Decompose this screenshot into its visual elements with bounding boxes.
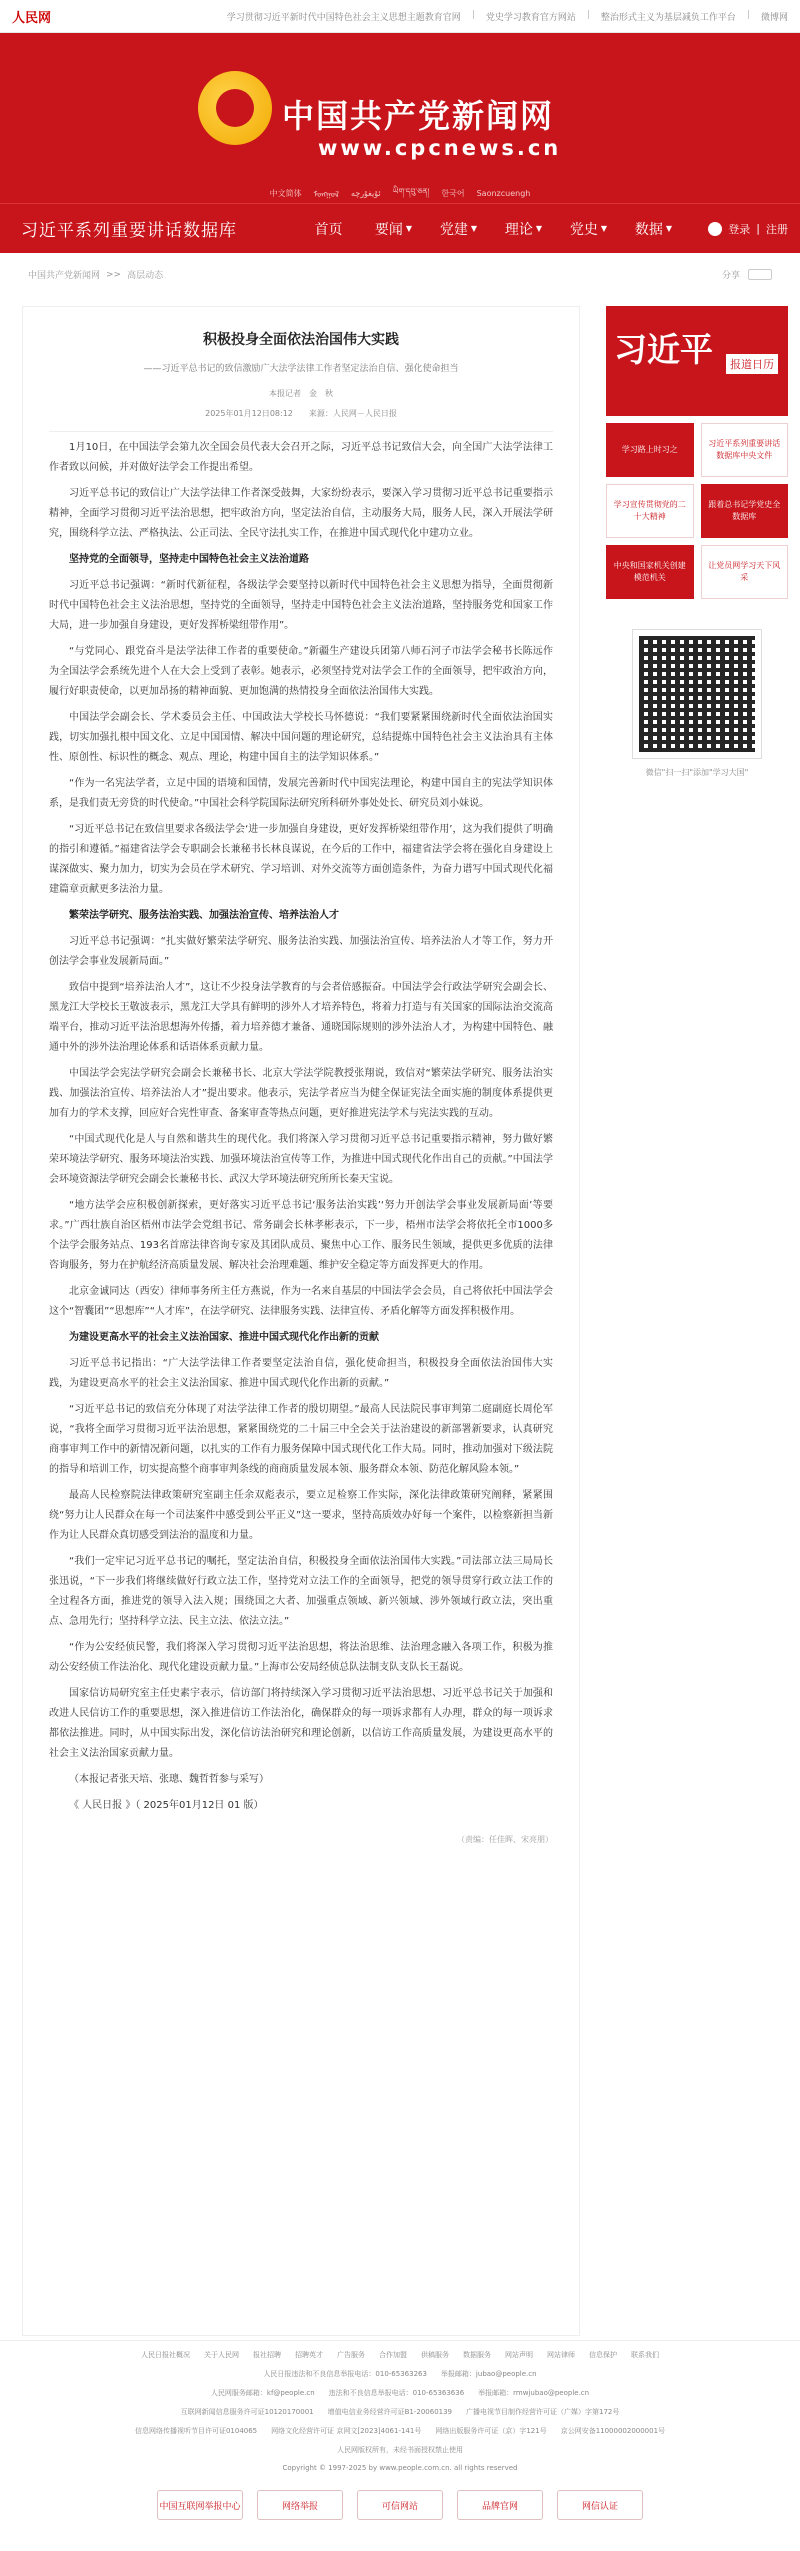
footer-link[interactable]: 信息保护 (589, 2351, 617, 2359)
sidebar-tiles (606, 423, 788, 599)
footer-badge[interactable]: 中国互联网举报中心 (157, 2490, 243, 2520)
sidebar-tile[interactable]: 习近平系列重要讲话数据库中央文件 (701, 423, 789, 477)
nav-item[interactable] (426, 219, 491, 239)
footer-link[interactable]: 人民日报社概况 (141, 2351, 190, 2359)
nav-item[interactable] (491, 219, 556, 239)
share-label: 分享 (721, 271, 740, 281)
article-paragraph: 北京金诚同达（西安）律师事务所主任方燕说，作为一名来自基层的中国法学会会员，自己将依托中国法学会这个“智囊团”“思想库”“人才库”，在法学研究、法律服务实践、法律宣传、矛盾化解等方面发挥积极作用。 (49, 1286, 553, 1317)
article-editor: （责编：任佳晖、宋亮朋） (457, 1835, 553, 1844)
footer-link[interactable]: 报社招聘 (253, 2351, 281, 2359)
nav-item[interactable] (361, 219, 426, 239)
footer-link[interactable]: 关于人民网 (204, 2351, 239, 2359)
footer-line: 互联网新闻信息服务许可证10120170001 增值电信业务经营许可证B1-20060139 广播电视节目制作经营许可证（广媒）字第172号 (180, 2408, 620, 2416)
top-link[interactable]: 学习贯彻习近平新时代中国特色社会主义思想主题教育官网 (226, 12, 461, 23)
sidebar (606, 306, 788, 778)
chevron-down-icon: ▼ (405, 224, 413, 233)
footer-badge[interactable]: 网信认证 (557, 2490, 643, 2520)
chevron-down-icon: ▼ (600, 224, 608, 233)
nav-item-label: 数据 (634, 221, 663, 238)
footer-badges (0, 2490, 800, 2520)
sidebar-tile[interactable]: 跟着总书记学党史全数据库 (701, 484, 789, 538)
top-link-divider: | (471, 9, 475, 20)
article-paragraph: “地方法学会应积极创新探索，更好落实习近平总书记‘服务法治实践’‘努力开创法学会事业发展新局面’等要求。”广西壮族自治区梧州市法学会党组书记、常务副会长林孝彬表示，下一步，梧州市法学会将依托全市1000多个法学会服务站点、193名首席法律咨询专家及其团队成员、聚焦中心工作、服务民生领域，提供更多优质的法律咨询服务，努力在护航经济高质量发展、解决社会治理难题、维护安全稳定等方面发挥更大的作用。 (49, 1200, 553, 1271)
article-paragraph: “中国式现代化是人与自然和谐共生的现代化。我们将深入学习贯彻习近平总书记重要指示精神，努力做好繁荣环境法学研究、服务环境法治实践、加强环境法治宣传等工作，为推进中国式现代化作出自己的贡献。”中国法学会环境资源法学研究会副会长兼秘书长、武汉大学环境法研究所所长秦天宝说。 (49, 1134, 553, 1185)
article-paragraph: “作为一名宪法学者，立足中国的语境和国情，发展完善新时代中国宪法理论，构建中国自主的宪法学知识体系，是我们责无旁贷的时代使命。”中国社会科学院国际法研究所科研外事处处长、研究员刘小妹说。 (49, 778, 553, 809)
article-title: 积极投身全面依法治国伟大实践 (203, 332, 399, 348)
section-title[interactable]: 习近平系列重要讲话数据库 (21, 221, 237, 241)
article-paragraph: 《 人民日报 》（ 2025年01月12日 01 版） (69, 1800, 264, 1811)
footer-line: Copyright © 1997-2025 by www.people.com.cn. all rights reserved (282, 2464, 518, 2472)
footer-badge[interactable]: 可信网站 (357, 2490, 443, 2520)
footer-line: 信息网络传播视听节目许可证0104065 网络文化经营许可证 京网文[2023]4061-141号 网络出版服务许可证（京）字121号 京公网安备11000002000001号 (134, 2427, 666, 2435)
sidebar-tile[interactable]: 学习宣传贯彻党的二十大精神 (606, 484, 694, 538)
user-icon (708, 222, 722, 236)
article-paragraph: “习近平总书记在致信里要求各级法学会‘进一步加强自身建设，更好发挥桥梁纽带作用’，这为我们提供了明确的指引和遵循。”福建省法学会专职副会长兼秘书长林良谋说，在今后的工作中，福建省法学会将在强化自身建设上谋深做实、聚力加力，切实为会员在学术研究、学习培训、对外交流等方面创造条件，为奋力谱写中国式现代化福建篇章贡献更多法治力量。 (49, 824, 553, 895)
chevron-down-icon: ▼ (535, 224, 543, 233)
article-paragraph: 中国法学会宪法学研究会副会长兼秘书长、北京大学法学院教授张翔说，致信对“繁荣法学研究、服务法治实践、加强法治宣传、培养法治人才”提出要求。他表示，宪法学者应当为健全保证宪法全面实施的制度体系提供更加有力的学术支撑，回应好合宪性审查、备案审查等热点问题，更好推进宪法学术与宪法实践的互动。 (49, 1068, 553, 1119)
article-paragraph: 习近平总书记强调：“新时代新征程，各级法学会要坚持以新时代中国特色社会主义思想为指导，全面贯彻新时代中国特色社会主义法治思想，坚持党的全面领导，坚持走中国特色社会主义法治道路，坚持服务党和国家工作大局，进一步加强自身建设，更好发挥桥梁纽带作用”。 (49, 580, 553, 631)
share-area (722, 268, 772, 281)
nav-item-label: 理论 (504, 221, 533, 238)
footer-link[interactable]: 供稿服务 (421, 2351, 449, 2359)
article-byline: 本报记者 金 秋 (269, 389, 333, 398)
top-link[interactable]: 整治形式主义为基层减负工作平台 (600, 12, 736, 23)
article-paragraph: 习近平总书记强调：“扎实做好繁荣法学研究、服务法治实践、加强法治宣传、培养法治人才等工作，努力开创法学会事业发展新局面。” (49, 936, 553, 967)
article-paragraph: 中国法学会副会长、学术委员会主任、中国政法大学校长马怀德说：“我们要紧紧围绕新时代全面依法治国实践，切实加强扎根中国文化、立足中国国情、解决中国问题的理论研究，总结提炼中国特色社会主义法治具有主体性、原创性、标识性的概念、观点、理论，构建中国自主的法学知识体系。” (49, 712, 553, 763)
article-paragraph: 最高人民检察院法律政策研究室副主任余双彪表示，要立足检察工作实际，深化法律政策研究阐释，紧紧围绕“努力让人民群众在每一个司法案件中感受到公平正义”这一要求，坚持高质效办好每一个案件，以检察新担当新作为让人民群众真切感受到法治的温度和力量。 (49, 1490, 553, 1541)
calendar-banner[interactable] (606, 306, 788, 416)
article-paragraph: “习近平总书记的致信充分体现了对法学法律工作者的殷切期望。”最高人民法院民事审判第二庭副庭长周伦军说，“我将全面学习贯彻习近平法治思想，紧紧围绕党的二十届三中全会关于法治建设的新部署新要求，认真研究商事审判工作中的新情况新问题，以扎实的工作有力服务保障中国式现代化工作大局。同时，推动加强对下级法院的指导和培训工作，切实提高整个商事审判条线的商商质量发展本领、服务群众本领、防范化解风险本领。” (49, 1404, 553, 1475)
footer-link[interactable]: 联系我们 (631, 2351, 659, 2359)
footer-link[interactable]: 合作加盟 (379, 2351, 407, 2359)
register-link[interactable]: 注册 (766, 222, 788, 236)
qr-code (632, 629, 762, 759)
article-paragraph: 国家信访局研究室主任史素宇表示，信访部门将持续深入学习贯彻习近平法治思想、习近平总书记关于加强和改进人民信访工作的重要思想，深入推进信访工作法治化，确保群众的每一项诉求都有人办理，群众的每一项诉求都依法推进。同时，从中国实际出发，深化信访法治研究和理论创新，以信访工作高质量发展，为建设更高水平的社会主义法治国家贡献力量。 (49, 1688, 553, 1759)
footer-line: 人民日报违法和不良信息举报电话：010-65363263 举报邮箱：jubao@people.cn (263, 2370, 537, 2378)
banner-title: 习近平 (614, 330, 713, 369)
top-link[interactable]: 微博网 (760, 12, 788, 23)
footer-links (0, 2350, 800, 2360)
site-brand[interactable]: 中国共产党新闻网 (282, 97, 555, 135)
sidebar-tile[interactable]: 中央和国家机关创建模范机关 (606, 545, 694, 599)
article-paragraph: 习近平总书记的致信让广大法学法律工作者深受鼓舞，大家纷纷表示，要深入学习贯彻习近平总书记重要指示精神，全面学习贯彻习近平法治思想，把牢政治方向，坚定法治自信，主动服务大局，服务人民，深入开展法学研究，围绕科学立法、严格执法、公正司法、全民守法扎实工作，在推进中国式现代化中建功立业。 (49, 488, 553, 539)
qr-caption: 微信"扫一扫"添加"学习大国" (645, 768, 749, 777)
footer-link[interactable]: 网站律师 (547, 2351, 575, 2359)
footer-info (0, 2369, 800, 2472)
article-meta: 2025年01月12日08:12 来源：人民网－人民日报 (49, 408, 553, 432)
sidebar-tile[interactable]: 学习路上时习之 (606, 423, 694, 477)
language-link[interactable]: 한국어 (441, 188, 465, 198)
article (22, 306, 580, 2336)
nav-item[interactable] (296, 219, 361, 239)
article-paragraph: 习近平总书记指出：“广大法学法律工作者要坚定法治自信，强化使命担当，积极投身全面依法治国伟大实践，为建设更高水平的社会主义法治国家、推进中国式现代化作出新的贡献。” (49, 1358, 553, 1389)
footer-link[interactable]: 招聘英才 (295, 2351, 323, 2359)
article-paragraph: 致信中提到“培养法治人才”，这让不少投身法学教育的与会者倍感振奋。中国法学会行政法学研究会副会长、黑龙江大学校长王敬波表示，黑龙江大学具有鲜明的涉外人才培养特色，将着力打造与有关国家的国际法治交流高端平台，推动习近平法治思想海外传播，着力培养德才兼备、通晓国际规则的涉外法治人才，为构建中国特色、融通中外的涉外法治理论体系和话语体系贡献力量。 (49, 982, 553, 1053)
top-link-divider: | (586, 9, 590, 20)
top-link-divider: | (746, 9, 750, 20)
top-links (227, 10, 788, 23)
article-paragraph: （本报记者张天培、张璁、魏哲哲参与采写） (69, 1774, 269, 1785)
language-bar (0, 183, 800, 203)
footer-link[interactable]: 网站声明 (505, 2351, 533, 2359)
login-link[interactable]: 登录 (728, 222, 751, 236)
breadcrumb-current[interactable]: 高层动态 (127, 271, 164, 281)
chevron-down-icon: ▼ (665, 224, 673, 233)
people-logo[interactable]: 人民网 (12, 10, 52, 26)
nav-item-label: 要闻 (374, 221, 403, 238)
article-subtitle: ——习近平总书记的致信激励广大法学法律工作者坚定法治自信、强化使命担当 (143, 364, 459, 374)
main-nav (0, 203, 800, 253)
footer (0, 2340, 800, 2551)
footer-line: 人民网服务邮箱：kf@people.cn 违法和不良信息举报电话：010-65363636 举报邮箱：rmwjubao@people.cn (210, 2389, 590, 2397)
section-heading: 为建设更高水平的社会主义法治国家、推进中国式现代化作出新的贡献 (69, 1332, 379, 1343)
nav-item[interactable] (621, 219, 686, 239)
language-link[interactable]: ཡིག་དབུ་ཅན། (392, 186, 430, 196)
nav-items (296, 219, 686, 239)
article-paragraph: “与党同心、跟党奋斗是法学法律工作者的重要使命。”新疆生产建设兵团第八师石河子市法学会秘书长陈远作为全国法学会系统先进个人在大会上受到了表彰。她表示，必须坚持党对法学会工作的全面领导，把牢政治方向，履行好职责使命，以更加昂扬的精神面貌、更加饱满的热情投身全面依法治国伟大实践。 (49, 646, 553, 697)
top-link[interactable]: 党史学习教育官方网站 (485, 12, 576, 23)
breadcrumb (0, 253, 800, 296)
article-paragraph: “我们一定牢记习近平总书记的嘱托，坚定法治自信，积极投身全面依法治国伟大实践。”司法部立法三局局长张迅说，“下一步我们将继续做好行政立法工作，坚持党对立法工作的全面领导，把党的领导贯穿行政立法工作的全过程各方面，推进党的领导入法入规；围绕国之大者、加强重点领域、新兴领域、涉外领域行政立法，突出重点、急用先行；坚持科学立法、民主立法、依法立法。” (49, 1556, 553, 1627)
footer-badge[interactable]: 品牌官网 (457, 2490, 543, 2520)
party-emblem-icon (198, 71, 272, 145)
breadcrumb-separator: >> (106, 269, 122, 280)
top-bar (0, 0, 800, 33)
sidebar-tile[interactable]: 让党员网学习天下风采 (701, 545, 789, 599)
section-heading: 繁荣法学研究、服务法治实践、加强法治宣传、培养法治人才 (69, 910, 339, 921)
user-area: 登录 | 注册 (708, 221, 788, 237)
chevron-down-icon: ▼ (470, 224, 478, 233)
footer-link[interactable]: 数据服务 (463, 2351, 491, 2359)
language-link[interactable]: 中文简体 (269, 188, 302, 198)
nav-item-label: 党建 (439, 221, 468, 238)
footer-line: 人民网版权所有，未经书面授权禁止使用 (337, 2446, 463, 2454)
nav-item[interactable] (556, 219, 621, 239)
main-content (0, 296, 800, 2336)
nav-item-label: 首页 (314, 221, 343, 238)
language-link[interactable]: ئۇيغۇرچە (350, 188, 381, 198)
article-paragraph: “作为公安经侦民警，我们将深入学习贯彻习近平法治思想，将法治思维、法治理念融入各项工作，积极为推动公安经侦工作法治化、现代化建设贡献力量。”上海市公安局经侦总队法制支队支队长王磊说。 (49, 1642, 553, 1673)
article-paragraph: 1月10日，在中国法学会第九次全国会员代表大会召开之际，习近平总书记致信大会，向全国广大法学法律工作者致以问候，并对做好法学会工作提出希望。 (49, 442, 553, 473)
masthead (0, 33, 800, 183)
nav-item-label: 党史 (569, 221, 598, 238)
breadcrumb-home[interactable]: 中国共产党新闻网 (28, 271, 101, 281)
site-domain: www.cpcnews.cn (318, 136, 562, 160)
section-heading: 坚持党的全面领导，坚持走中国特色社会主义法治道路 (69, 554, 309, 565)
language-link[interactable]: Saonzcuengh (476, 188, 531, 198)
article-body (49, 438, 553, 1816)
footer-badge[interactable]: 网络举报 (257, 2490, 343, 2520)
share-icon[interactable] (748, 269, 772, 280)
footer-link[interactable]: 广告服务 (337, 2351, 365, 2359)
language-link[interactable]: ᠮᠣᠩᠭᠣᠯ (313, 190, 339, 199)
banner-tag: 报道日历 (726, 354, 778, 374)
